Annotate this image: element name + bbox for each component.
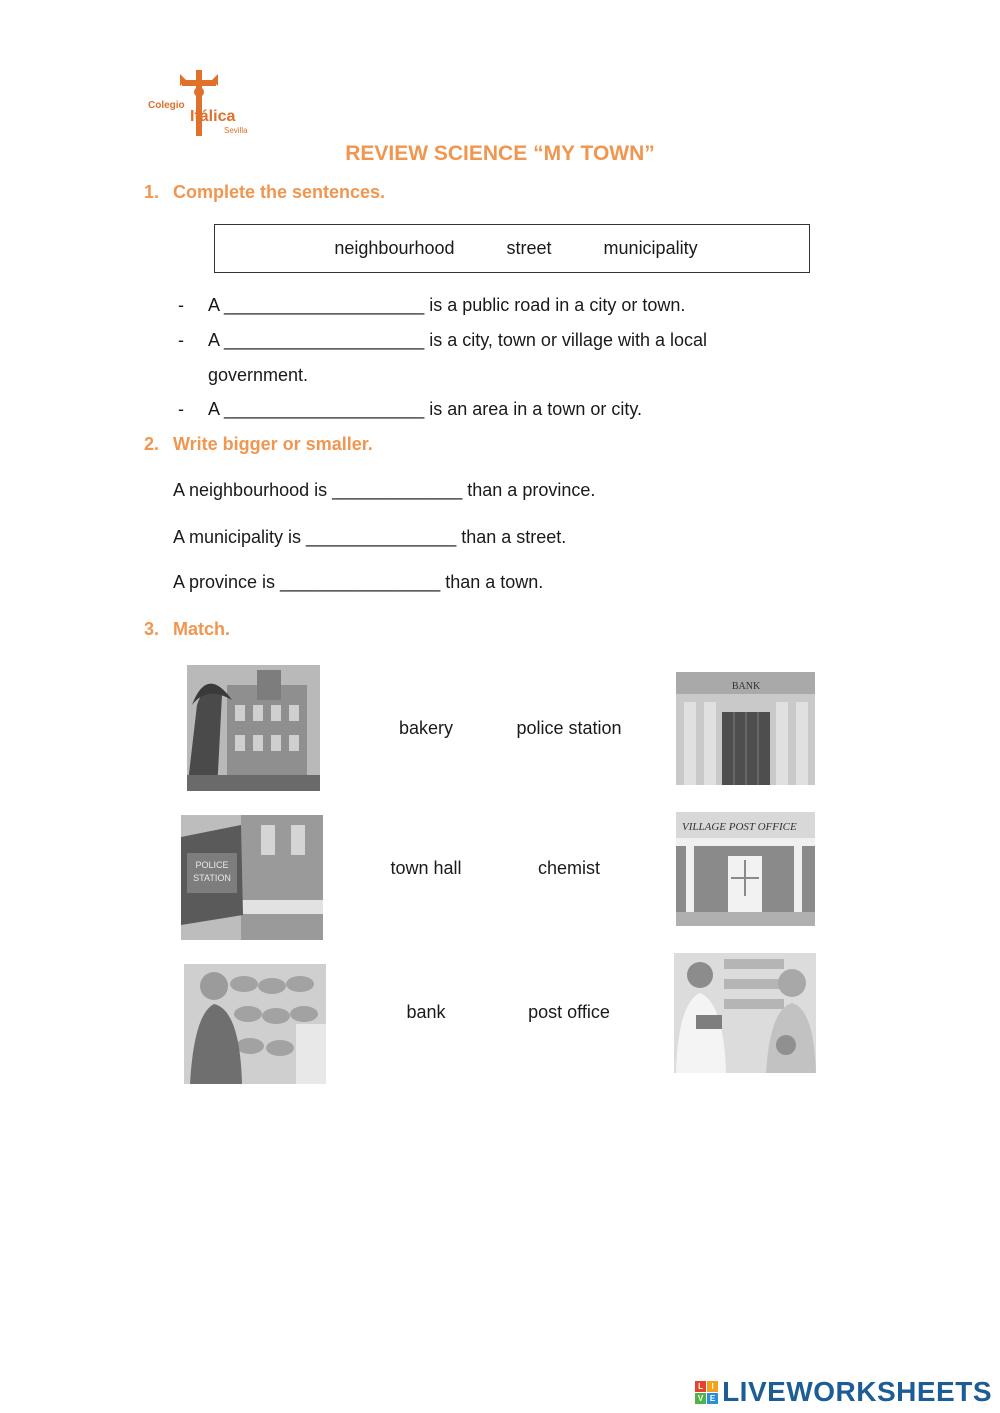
bullet-dash: -	[178, 330, 184, 350]
comparison-sentence-3: A province is ________________ than a town.	[173, 572, 544, 592]
page-title: REVIEW SCIENCE “MY TOWN”	[345, 142, 655, 165]
badge-letter: V	[695, 1393, 706, 1404]
section-number: 3.	[144, 619, 160, 639]
sentence-2-continued: government.	[208, 365, 309, 385]
post-sign-text: VILLAGE POST OFFICE	[682, 821, 797, 833]
word-bank-item: neighbourhood	[334, 238, 455, 258]
bullet-dash: -	[178, 295, 184, 315]
section-2-heading	[144, 434, 373, 455]
sentence-3: A ____________________ is an area in a town or city.	[208, 399, 642, 419]
badge-letter: I	[707, 1381, 718, 1392]
match-word-left[interactable]: bakery	[398, 718, 454, 738]
section-3-heading	[144, 619, 230, 640]
word-bank	[214, 224, 810, 273]
logo-text-italica: Itálica	[190, 108, 236, 125]
chemist-photo[interactable]	[674, 953, 816, 1073]
sentence-1: A ____________________ is a public road in a city or town.	[208, 295, 686, 315]
bank-sign-text: BANK	[731, 681, 761, 692]
logo-text-colegio: Colegio	[148, 100, 185, 111]
svg-text:POLICE: POLICE	[195, 860, 229, 870]
liveworksheets-badge-icon	[695, 1381, 718, 1404]
match-word-right[interactable]: post office	[528, 1002, 610, 1022]
match-word-right[interactable]: chemist	[537, 858, 600, 878]
post-office-photo[interactable]	[676, 812, 815, 926]
comparison-sentence-2: A municipality is _______________ than a street.	[173, 527, 567, 547]
logo-text-sevilla: Sevilla	[224, 126, 248, 135]
liveworksheets-footer	[695, 1376, 992, 1408]
section-number: 1.	[144, 182, 160, 202]
section-number: 2.	[144, 434, 160, 454]
police-station-photo[interactable]	[181, 815, 323, 940]
bakery-photo[interactable]	[184, 964, 326, 1084]
badge-letter: E	[707, 1393, 718, 1404]
section-title: Match.	[173, 619, 231, 639]
town-hall-photo[interactable]	[187, 665, 320, 791]
word-bank-item: municipality	[603, 238, 698, 258]
match-word-right[interactable]: police station	[516, 718, 622, 738]
sentence-2: A ____________________ is a city, town or village with a local	[208, 330, 708, 350]
svg-text:STATION: STATION	[193, 873, 231, 883]
comparison-sentence-1: A neighbourhood is _____________ than a province.	[173, 480, 596, 500]
school-logo	[146, 66, 248, 140]
section-title: Write bigger or smaller.	[173, 434, 373, 454]
match-word-left[interactable]: town hall	[390, 858, 462, 878]
match-word-left[interactable]: bank	[406, 1002, 446, 1022]
word-bank-item: street	[506, 238, 552, 258]
brand-name: LIVEWORKSHEETS	[722, 1376, 992, 1407]
badge-letter: L	[695, 1381, 706, 1392]
section-title: Complete the sentences.	[173, 182, 386, 202]
bullet-dash: -	[178, 399, 184, 419]
bank-photo[interactable]	[676, 672, 815, 785]
section-1-heading	[144, 182, 385, 203]
